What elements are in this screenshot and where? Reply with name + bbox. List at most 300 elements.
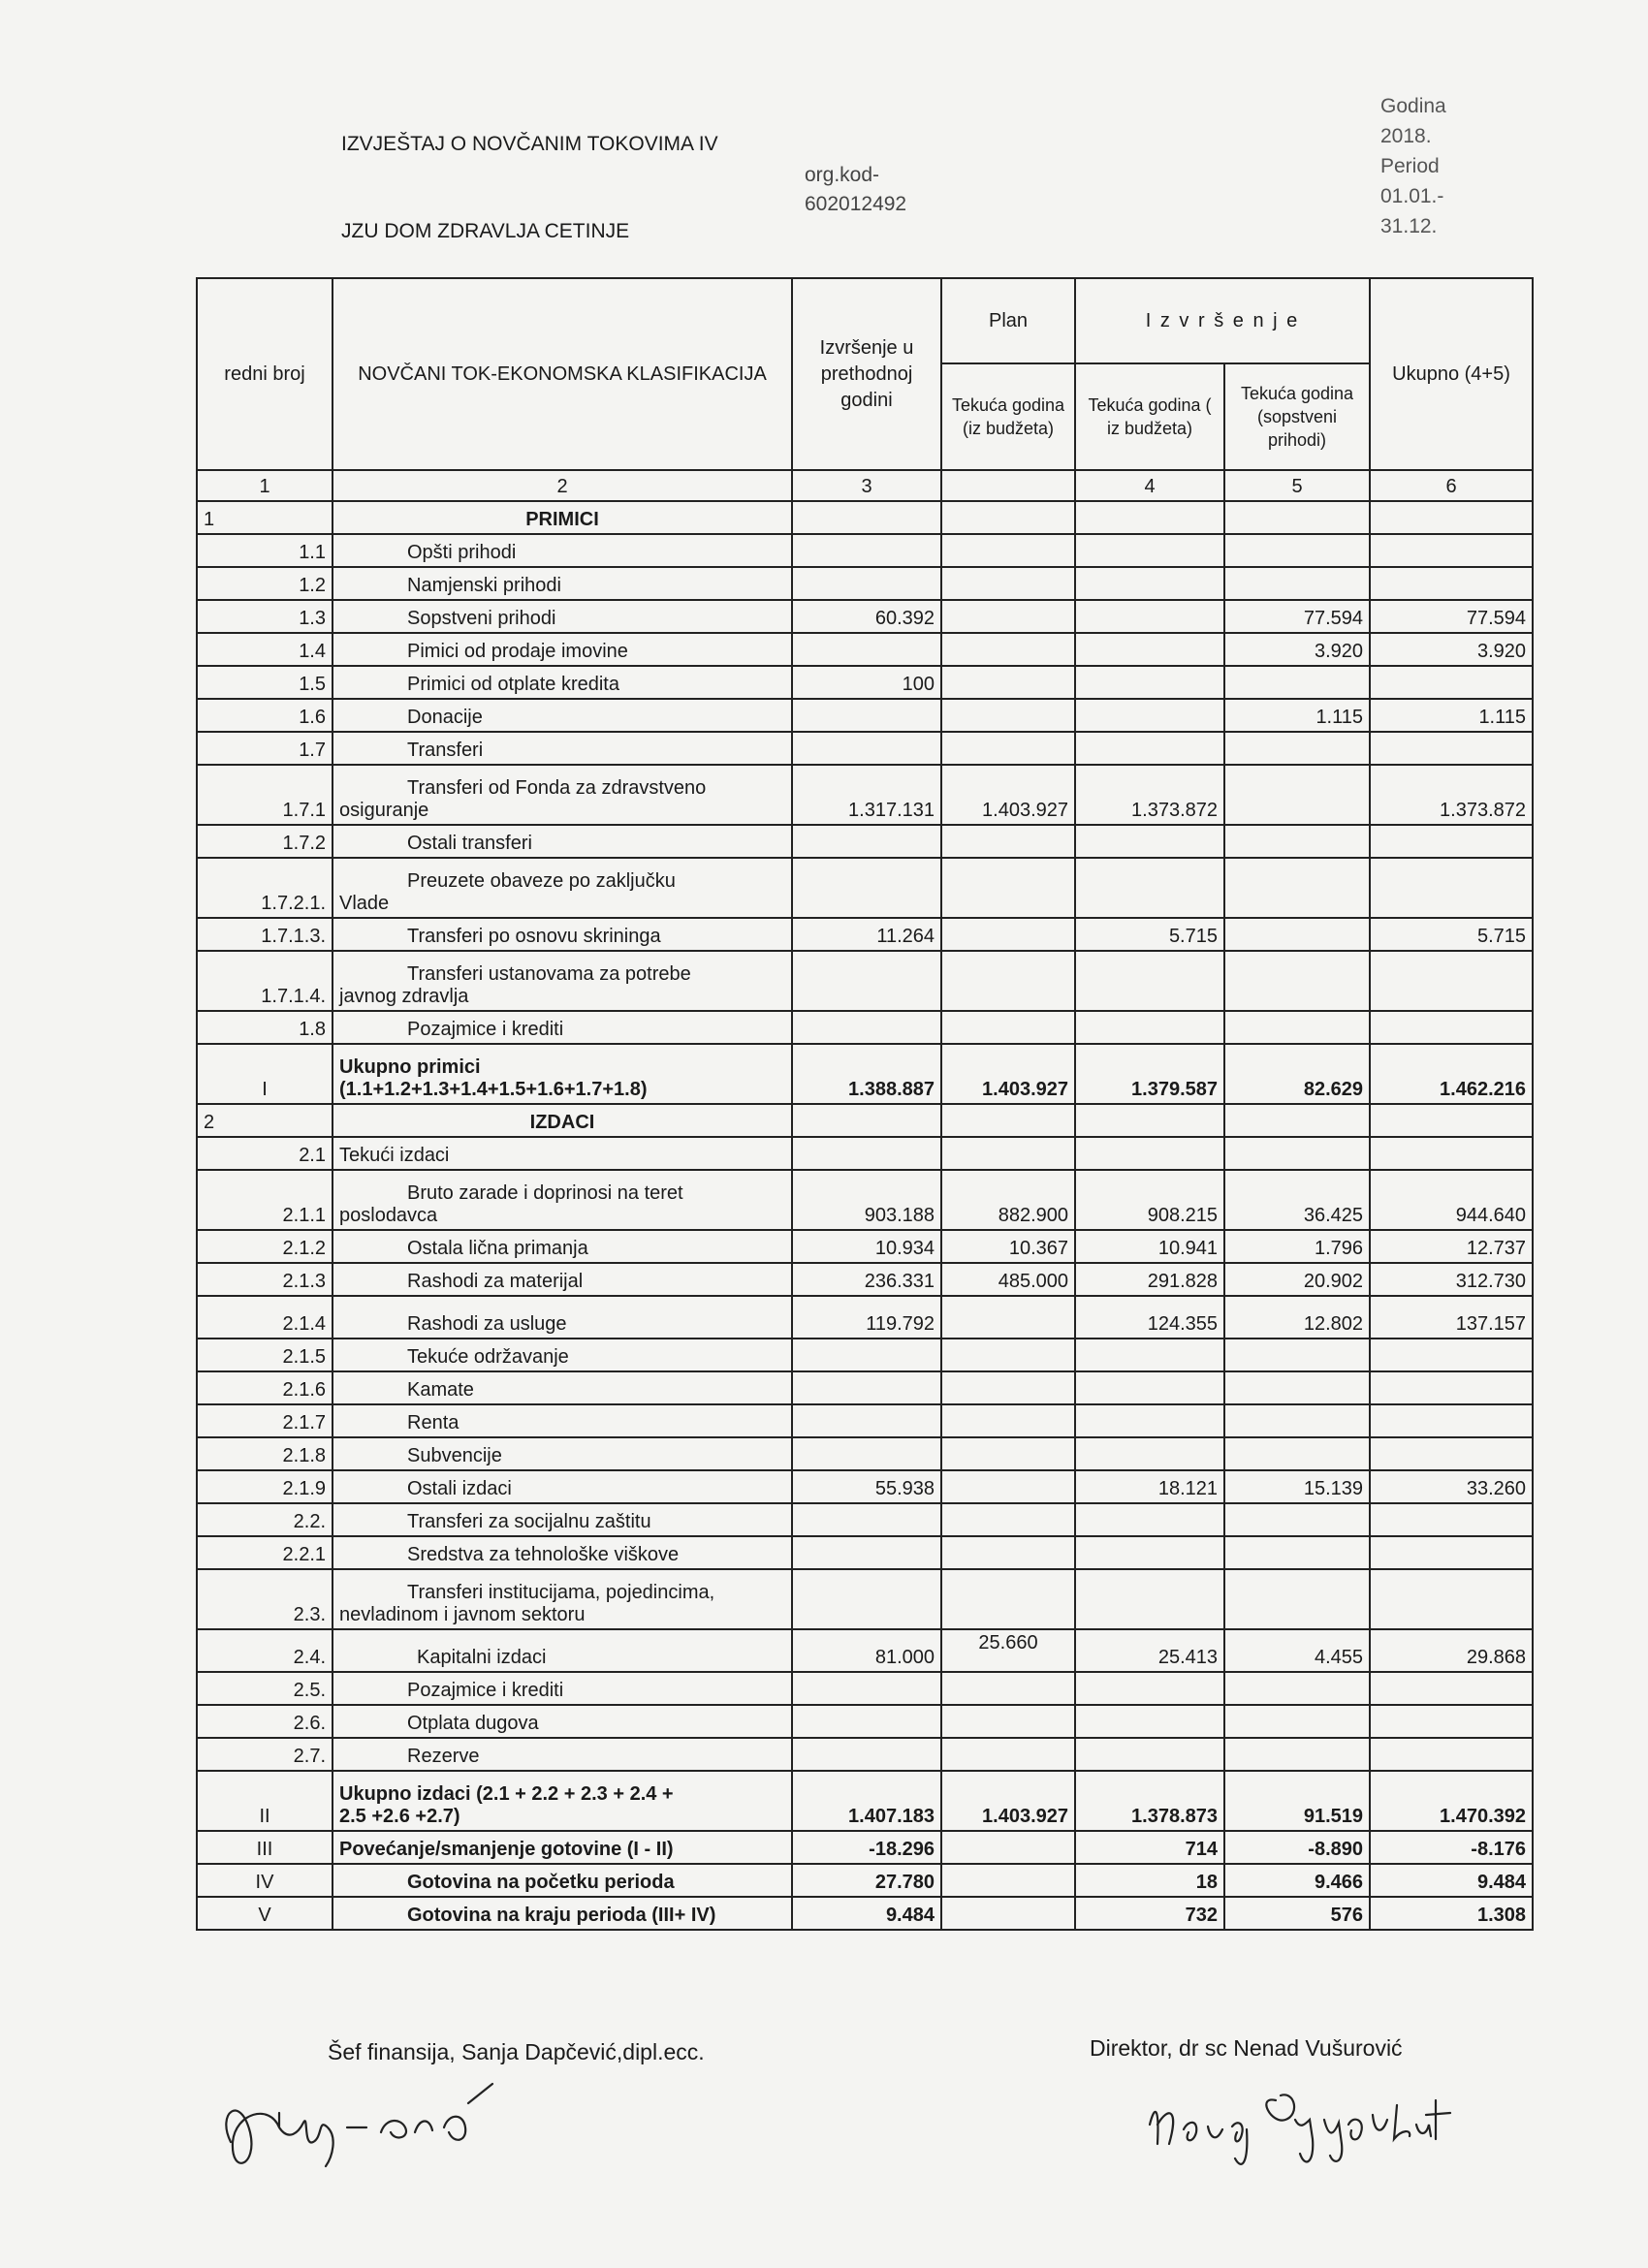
value-prethodna [792,567,941,600]
row-number: 1.7.1.3. [197,918,333,951]
value-ukupno [1370,858,1533,918]
value-izvrsenje-budzet: 5.715 [1075,918,1224,951]
row-number: 1.5 [197,666,333,699]
value-prethodna: 1.388.887 [792,1044,941,1104]
row-description: Donacije [333,699,792,732]
table-row [197,918,1533,951]
period-from: 01.01.- [1380,185,1444,207]
row-description: Rashodi za materijal [333,1263,792,1296]
header-plan-sub: Tekuća godina (iz budžeta) [941,363,1075,470]
org-code-label: org.kod- [805,164,880,186]
row-description-line: 2.5 +2.6 +2.7) [339,1806,460,1827]
value-ukupno: 312.730 [1370,1263,1533,1296]
value-izvrsenje-budzet [1075,1371,1224,1404]
value-prethodna [792,825,941,858]
value-plan [941,699,1075,732]
value-plan [941,567,1075,600]
row-number: 2.1 [197,1137,333,1170]
row-number: 2.1.8 [197,1437,333,1470]
table-row [197,666,1533,699]
value-ukupno [1370,1705,1533,1738]
row-number: IV [197,1864,333,1897]
value-izvrsenje-sopstveni: 20.902 [1224,1263,1370,1296]
value-ukupno: 77.594 [1370,600,1533,633]
row-description [333,951,792,1011]
row-description: Primici od otplate kredita [333,666,792,699]
header-izvrsenje-budzet: Tekuća godina ( iz budžeta) [1075,363,1224,470]
table-row [197,567,1533,600]
table-row [197,501,1533,534]
table-row [197,699,1533,732]
value-izvrsenje-budzet: 732 [1075,1897,1224,1930]
value-izvrsenje-budzet: 1.373.872 [1075,765,1224,825]
value-prethodna: 236.331 [792,1263,941,1296]
value-prethodna [792,1011,941,1044]
value-plan: 25.660 [941,1629,1075,1672]
value-ukupno: -8.176 [1370,1831,1533,1864]
table-row [197,1897,1533,1930]
row-description: Namjenski prihodi [333,567,792,600]
value-ukupno [1370,567,1533,600]
year-label: Godina [1380,95,1446,117]
handwritten-signature-left [211,2074,522,2181]
value-prethodna [792,951,941,1011]
value-izvrsenje-budzet: 1.378.873 [1075,1771,1224,1831]
value-prethodna: 60.392 [792,600,941,633]
row-description-line: Vlade [339,893,390,914]
signature-finance-chief: Šef finansija, Sanja Dapčević,dipl.ecc. [328,2039,705,2064]
row-description: Rezerve [333,1738,792,1771]
period-to: 31.12. [1380,215,1438,237]
row-description: Tekući izdaci [333,1137,792,1170]
value-plan: 485.000 [941,1263,1075,1296]
value-izvrsenje-budzet [1075,732,1224,765]
value-izvrsenje-budzet [1075,600,1224,633]
value-izvrsenje-sopstveni: 576 [1224,1897,1370,1930]
row-description: Otplata dugova [333,1705,792,1738]
header-klasifikacija: NOVČANI TOK-EKONOMSKA KLASIFIKACIJA [333,278,792,470]
table-row [197,1771,1533,1831]
row-description: Gotovina na početku perioda [333,1864,792,1897]
row-description: Pimici od prodaje imovine [333,633,792,666]
period-label: Period [1380,155,1440,177]
value-ukupno: 29.868 [1370,1629,1533,1672]
value-ukupno [1370,501,1533,534]
value-izvrsenje-sopstveni [1224,567,1370,600]
row-description [333,1044,792,1104]
row-description: Transferi po osnovu skrininga [333,918,792,951]
value-izvrsenje-budzet [1075,1503,1224,1536]
value-izvrsenje-budzet [1075,951,1224,1011]
row-description-line: nevladinom i javnom sektoru [339,1604,586,1625]
row-number: 1.7.2 [197,825,333,858]
value-plan [941,501,1075,534]
row-number: 2.5. [197,1672,333,1705]
value-izvrsenje-budzet [1075,633,1224,666]
handwritten-signature-right [1140,2066,1508,2173]
value-plan [941,951,1075,1011]
value-izvrsenje-sopstveni [1224,825,1370,858]
row-description [333,1771,792,1831]
value-izvrsenje-budzet [1075,1137,1224,1170]
value-izvrsenje-budzet: 18 [1075,1864,1224,1897]
row-description: Kamate [333,1371,792,1404]
value-izvrsenje-sopstveni: 15.139 [1224,1470,1370,1503]
table-row [197,1011,1533,1044]
row-description-line: poslodavca [339,1205,438,1226]
row-description [333,765,792,825]
value-prethodna: 81.000 [792,1629,941,1672]
row-description-line: Ukupno primici [339,1056,481,1078]
value-izvrsenje-budzet [1075,699,1224,732]
row-description-line: Ukupno izdaci (2.1 + 2.2 + 2.3 + 2.4 + [339,1783,674,1805]
table-row [197,1170,1533,1230]
row-number: V [197,1897,333,1930]
row-description: IZDACI [333,1104,792,1137]
value-ukupno [1370,1503,1533,1536]
row-number: 1.7 [197,732,333,765]
table-row [197,858,1533,918]
table-row [197,1672,1533,1705]
value-ukupno [1370,534,1533,567]
value-izvrsenje-sopstveni [1224,1503,1370,1536]
period-block [1380,91,1446,241]
value-izvrsenje-sopstveni: 82.629 [1224,1044,1370,1104]
value-plan [941,1296,1075,1339]
row-description [333,1569,792,1629]
value-ukupno [1370,1137,1533,1170]
value-prethodna: 27.780 [792,1864,941,1897]
row-number: 2.1.5 [197,1339,333,1371]
value-izvrsenje-sopstveni: 91.519 [1224,1771,1370,1831]
value-izvrsenje-sopstveni: 1.115 [1224,699,1370,732]
table-row [197,1705,1533,1738]
institution-name: JZU DOM ZDRAVLJA CETINJE [341,220,630,242]
row-description-line: Transferi od Fonda za zdravstveno [407,777,707,799]
value-izvrsenje-budzet: 1.379.587 [1075,1044,1224,1104]
value-prethodna [792,1672,941,1705]
table-row [197,1263,1533,1296]
value-ukupno: 1.462.216 [1370,1044,1533,1104]
value-plan [941,1503,1075,1536]
table-row [197,1137,1533,1170]
row-number: 1.7.2.1. [197,858,333,918]
value-izvrsenje-budzet: 124.355 [1075,1296,1224,1339]
value-prethodna: 9.484 [792,1897,941,1930]
row-number: 2.3. [197,1569,333,1629]
value-izvrsenje-sopstveni [1224,1569,1370,1629]
row-number: 1.3 [197,600,333,633]
table-row [197,600,1533,633]
value-izvrsenje-budzet: 714 [1075,1831,1224,1864]
value-prethodna: 1.317.131 [792,765,941,825]
value-izvrsenje-budzet: 10.941 [1075,1230,1224,1263]
row-number: 1.8 [197,1011,333,1044]
value-prethodna [792,1104,941,1137]
column-number: 1 [197,470,333,501]
row-description-line: Bruto zarade i doprinosi na teret [407,1182,683,1204]
value-izvrsenje-sopstveni: 4.455 [1224,1629,1370,1672]
row-number: 2.1.7 [197,1404,333,1437]
value-prethodna [792,699,941,732]
header-ukupno: Ukupno (4+5) [1370,278,1533,470]
column-number: 4 [1075,470,1224,501]
org-code-value: 602012492 [805,193,907,215]
column-number: 6 [1370,470,1533,501]
value-ukupno [1370,1371,1533,1404]
value-plan [941,666,1075,699]
value-izvrsenje-sopstveni [1224,1536,1370,1569]
table-row [197,1738,1533,1771]
cash-flow-table [196,277,1534,1931]
row-number: 2.1.3 [197,1263,333,1296]
header-izvrsenje-sopstveni: Tekuća godina (sopstveni prihodi) [1224,363,1370,470]
value-plan [941,1864,1075,1897]
value-izvrsenje-sopstveni [1224,951,1370,1011]
value-ukupno: 3.920 [1370,633,1533,666]
value-ukupno: 33.260 [1370,1470,1533,1503]
value-plan [941,1831,1075,1864]
value-izvrsenje-sopstveni: 77.594 [1224,600,1370,633]
value-plan: 1.403.927 [941,1044,1075,1104]
value-prethodna [792,1536,941,1569]
value-plan [941,1897,1075,1930]
value-prethodna: -18.296 [792,1831,941,1864]
row-number: 1.4 [197,633,333,666]
value-plan: 1.403.927 [941,765,1075,825]
value-izvrsenje-sopstveni [1224,1672,1370,1705]
row-number: I [197,1044,333,1104]
row-description-line: Transferi institucijama, pojedincima, [407,1582,715,1603]
org-code [805,161,906,219]
row-number: 1.1 [197,534,333,567]
value-prethodna: 119.792 [792,1296,941,1339]
row-description: Sredstva za tehnološke viškove [333,1536,792,1569]
row-description [333,1170,792,1230]
row-description: Kapitalni izdaci [333,1629,792,1672]
column-number-row [197,470,1533,501]
value-izvrsenje-budzet [1075,1738,1224,1771]
value-plan [941,918,1075,951]
signature-director: Direktor, dr sc Nenad Vušurović [1090,2035,1403,2061]
row-description: Subvencije [333,1437,792,1470]
value-ukupno [1370,732,1533,765]
row-description: Rashodi za usluge [333,1296,792,1339]
value-izvrsenje-sopstveni: 36.425 [1224,1170,1370,1230]
row-description: Opšti prihodi [333,534,792,567]
row-number: 2.1.1 [197,1170,333,1230]
row-description: Renta [333,1404,792,1437]
report-title: IZVJEŠTAJ O NOVČANIM TOKOVIMA IV [341,133,718,155]
value-izvrsenje-sopstveni [1224,1137,1370,1170]
value-prethodna [792,1738,941,1771]
value-ukupno [1370,1536,1533,1569]
row-description: Tekuće održavanje [333,1339,792,1371]
table-row [197,732,1533,765]
value-izvrsenje-sopstveni: 9.466 [1224,1864,1370,1897]
value-plan [941,1536,1075,1569]
row-description: Transferi [333,732,792,765]
row-number: 2.7. [197,1738,333,1771]
row-description: Ostali transferi [333,825,792,858]
value-izvrsenje-budzet [1075,858,1224,918]
header-redni-broj: redni broj [197,278,333,470]
value-plan [941,1339,1075,1371]
value-izvrsenje-budzet: 291.828 [1075,1263,1224,1296]
value-plan: 882.900 [941,1170,1075,1230]
value-izvrsenje-sopstveni [1224,1371,1370,1404]
row-number: 2.1.6 [197,1371,333,1404]
value-prethodna: 903.188 [792,1170,941,1230]
row-number: 2.2.1 [197,1536,333,1569]
value-izvrsenje-sopstveni [1224,666,1370,699]
value-izvrsenje-sopstveni [1224,918,1370,951]
value-plan: 10.367 [941,1230,1075,1263]
value-plan [941,1672,1075,1705]
value-ukupno [1370,1011,1533,1044]
value-izvrsenje-budzet: 18.121 [1075,1470,1224,1503]
row-description: Ostala lična primanja [333,1230,792,1263]
table-row [197,1470,1533,1503]
row-description: Gotovina na kraju perioda (III+ IV) [333,1897,792,1930]
table-row [197,1104,1533,1137]
value-ukupno [1370,1672,1533,1705]
value-ukupno: 944.640 [1370,1170,1533,1230]
value-prethodna [792,1371,941,1404]
value-ukupno: 9.484 [1370,1864,1533,1897]
value-plan [941,600,1075,633]
value-prethodna [792,1569,941,1629]
row-number: 2.1.9 [197,1470,333,1503]
row-number: 2 [197,1104,333,1137]
value-plan [941,1104,1075,1137]
row-number: 2.2. [197,1503,333,1536]
value-prethodna [792,501,941,534]
table-row [197,1569,1533,1629]
value-plan [941,1371,1075,1404]
value-ukupno [1370,1404,1533,1437]
value-ukupno [1370,1569,1533,1629]
value-plan [941,1404,1075,1437]
table-row [197,1831,1533,1864]
row-description-line: Preuzete obaveze po zaključku [407,870,676,892]
value-ukupno: 1.373.872 [1370,765,1533,825]
value-izvrsenje-budzet [1075,1437,1224,1470]
row-description: Sopstveni prihodi [333,600,792,633]
value-prethodna [792,1705,941,1738]
table-row [197,1629,1533,1672]
value-izvrsenje-budzet [1075,1536,1224,1569]
value-ukupno: 1.115 [1370,699,1533,732]
value-plan [941,732,1075,765]
value-prethodna: 10.934 [792,1230,941,1263]
value-ukupno [1370,1339,1533,1371]
value-prethodna: 55.938 [792,1470,941,1503]
table-row [197,1864,1533,1897]
row-number: 1 [197,501,333,534]
value-ukupno: 12.737 [1370,1230,1533,1263]
value-izvrsenje-sopstveni [1224,501,1370,534]
value-plan: 1.403.927 [941,1771,1075,1831]
table-body [197,501,1533,1930]
row-number: 1.6 [197,699,333,732]
value-izvrsenje-budzet [1075,666,1224,699]
value-izvrsenje-sopstveni [1224,1339,1370,1371]
value-izvrsenje-budzet [1075,1339,1224,1371]
value-prethodna [792,1339,941,1371]
value-izvrsenje-sopstveni: 3.920 [1224,633,1370,666]
table-row [197,1437,1533,1470]
row-number: II [197,1771,333,1831]
value-prethodna: 100 [792,666,941,699]
value-izvrsenje-sopstveni [1224,732,1370,765]
table-row [197,1339,1533,1371]
value-plan [941,825,1075,858]
row-number: 2.1.4 [197,1296,333,1339]
value-izvrsenje-budzet [1075,1404,1224,1437]
value-izvrsenje-budzet [1075,1705,1224,1738]
table-row [197,765,1533,825]
value-prethodna: 11.264 [792,918,941,951]
row-description-line: Transferi ustanovama za potrebe [407,963,691,985]
column-number: 5 [1224,470,1370,501]
value-izvrsenje-budzet [1075,1011,1224,1044]
value-plan [941,1011,1075,1044]
row-description [333,858,792,918]
row-description-line: osiguranje [339,800,429,821]
value-ukupno [1370,666,1533,699]
value-izvrsenje-sopstveni [1224,1437,1370,1470]
value-plan [941,858,1075,918]
column-number: 3 [792,470,941,501]
table-row [197,1404,1533,1437]
row-number: 1.7.1 [197,765,333,825]
value-izvrsenje-sopstveni [1224,1011,1370,1044]
value-prethodna [792,1503,941,1536]
value-izvrsenje-budzet [1075,534,1224,567]
value-prethodna [792,633,941,666]
value-izvrsenje-sopstveni: 1.796 [1224,1230,1370,1263]
value-izvrsenje-sopstveni [1224,765,1370,825]
table-header [197,278,1533,501]
value-izvrsenje-sopstveni [1224,858,1370,918]
row-number: III [197,1831,333,1864]
value-prethodna: 1.407.183 [792,1771,941,1831]
value-izvrsenje-budzet [1075,501,1224,534]
row-number: 2.4. [197,1629,333,1672]
value-izvrsenje-budzet [1075,1672,1224,1705]
value-izvrsenje-budzet [1075,567,1224,600]
row-number: 2.1.2 [197,1230,333,1263]
row-description-line: (1.1+1.2+1.3+1.4+1.5+1.6+1.7+1.8) [339,1079,648,1100]
row-number: 1.2 [197,567,333,600]
value-plan [941,534,1075,567]
value-izvrsenje-sopstveni: 12.802 [1224,1296,1370,1339]
value-ukupno: 1.470.392 [1370,1771,1533,1831]
value-izvrsenje-budzet: 908.215 [1075,1170,1224,1230]
header-plan: Plan [941,278,1075,363]
value-prethodna [792,732,941,765]
value-ukupno [1370,1738,1533,1771]
table-row [197,951,1533,1011]
value-prethodna [792,1404,941,1437]
column-number [941,470,1075,501]
row-description: PRIMICI [333,501,792,534]
column-number: 2 [333,470,792,501]
row-number: 1.7.1.4. [197,951,333,1011]
value-ukupno [1370,1104,1533,1137]
value-plan [941,633,1075,666]
